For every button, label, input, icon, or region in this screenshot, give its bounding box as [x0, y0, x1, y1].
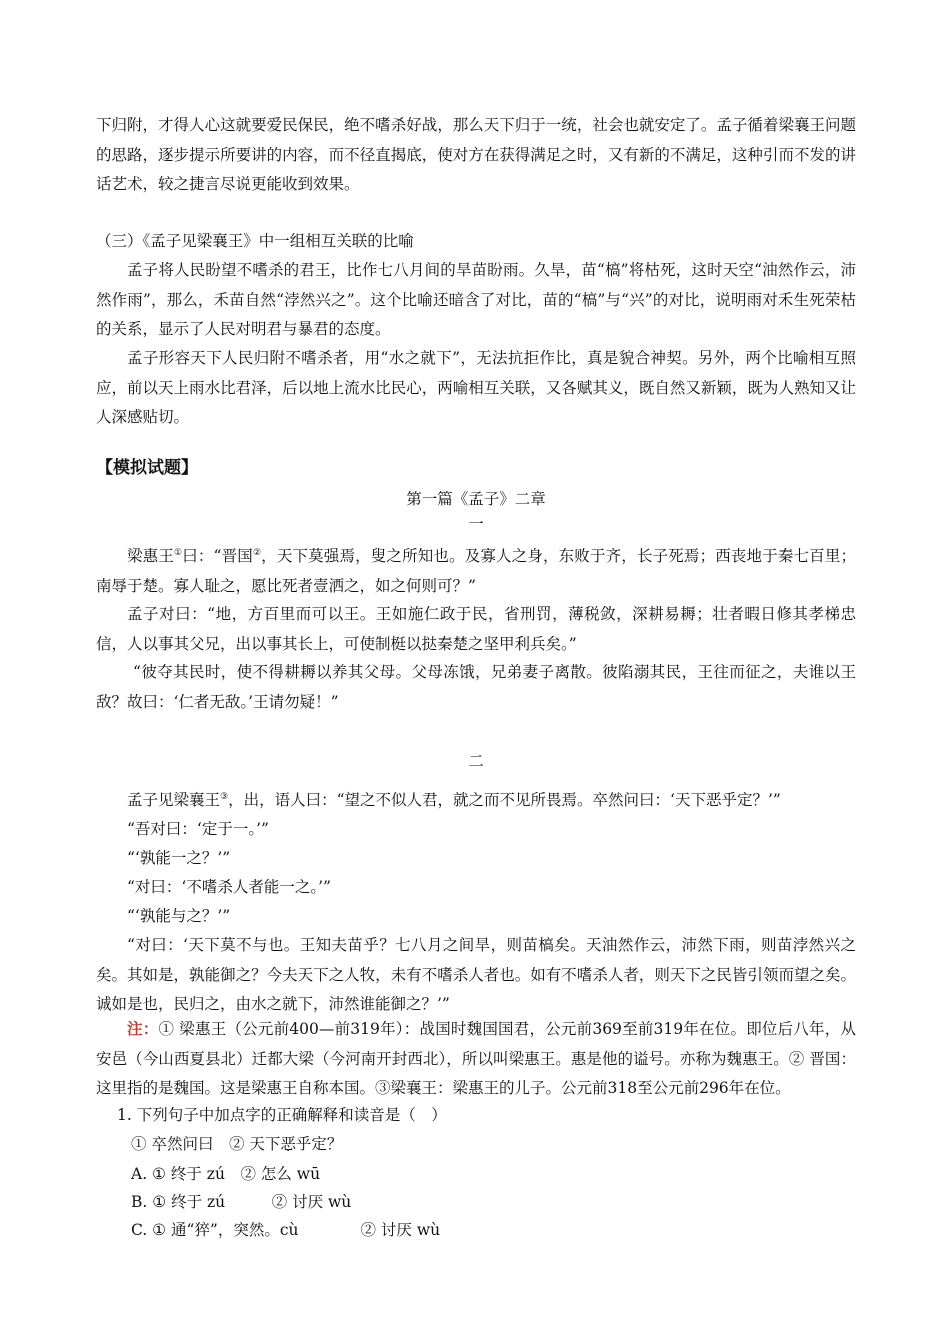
chapter-title: 第一篇《孟子》二章 [406, 490, 546, 508]
item-text: 然问曰 ② 天下 [166, 1135, 281, 1153]
passage1-paragraph-1 [96, 542, 856, 601]
section3-paragraph-2: 孟子形容天下人民归附不嗜杀者，用“水之就下”，无法抗拒作比，真是貌合神契。另外，两个比喻相互照应，前以天上雨水比君泽，后以地上流水比民心，两喻相互关联，又各赋其义，既自然又新颖，既为人熟知又让人深感贴切。 [96, 349, 856, 426]
passage2-line-6: “对曰：‘天下莫不与也。王知夫苗乎？七八月之间旱，则苗槁矣。天油然作云，沛然下雨，则苗浡然兴之矣。其如是，孰能御之？今夫天下之人牧，未有不嗜杀人者也。如有不嗜杀人者，则天下之民皆引领而望之矣。诚如是也，民归之，由水之就下，沛然谁能御之？’” [96, 936, 856, 1013]
passage1-p1-text-c: ，天下莫强焉，叟之所知也。及寡人之身，东败于齐，长子死焉；西丧地于秦七百里；南辱于楚。寡人耻之，愿比死者壹洒之，如之何则可？” [96, 547, 856, 595]
dotted-char-2: 恶 [280, 1135, 296, 1153]
passage1-p1-text-b: 曰：“晋国 [182, 547, 253, 565]
passage2-line-1 [96, 786, 856, 816]
passage1-paragraph-2: 孟子对曰：“地，方百里而可以王。王如施仁政于民，省刑罚，薄税敛，深耕易耨；壮者暇日修其孝梯忠信，人以事其父兄，出以事其长上，可使制梃以挞秦楚之坚甲利兵矣。” [96, 605, 856, 653]
notes-label: 注： [127, 1019, 159, 1038]
part2-number: 二 [468, 752, 484, 770]
footnote-ref-1: ① [173, 547, 183, 558]
notes-text: ① 梁惠王（公元前400—前319年）：战国时魏国国君，公元前369至前319年在位。即位后八年，从安邑（今山西夏县北）迁都大梁（今河南开封西北），所以叫梁惠王。惠是他的谥号。亦称为魏惠王。② 晋国：这里指的是魏国。这是梁惠王自称本国。③梁襄王：梁惠王的儿子。公元前318至公元前296年在位。 [96, 1020, 856, 1097]
passage2-line-3: “‘孰能一之？’” [127, 849, 231, 867]
passage1-paragraph-3: “彼夺其民时，使不得耕耨以养其父母。父母冻饿，兄弟妻子离散。彼陷溺其民，王往而征之，夫谁以王敌？故曰：‘仁者无敌。’王请勿疑！” [96, 663, 856, 711]
dotted-char-1: 卒 [151, 1135, 167, 1153]
option-a[interactable]: A. ① 终于 zú ② 怎么 wū [131, 1165, 321, 1183]
question-1-items [131, 1130, 851, 1160]
option-b[interactable]: B. ① 终于 zú ② 讨厌 wù [131, 1193, 352, 1211]
passage2-l1-text-a: 孟子见梁襄王 [127, 791, 221, 809]
item-2-text: 乎定？ [295, 1135, 343, 1153]
passage2-line-2: “吾对曰：‘定于一。’” [127, 820, 269, 838]
analysis-paragraph-continuation: 下归附，才得人心这就要爱民保民，绝不嗜杀好战，那么天下归于一统，社会也就安定了。孟子循着梁襄王问题的思路，逐步提示所要讲的内容，而不径直揭底，使对方在获得满足之时，又有新的不满足，这种引而不发的讲话艺术，较之捷言尽说更能收到效果。 [96, 116, 856, 193]
item-1-marker: ① [131, 1135, 152, 1153]
passage2-l1-text-b: ，出，语人曰：“望之不似人君，就之而不见所畏焉。卒然问曰：‘天下恶乎定？’” [228, 791, 781, 809]
section3-paragraph-1: 孟子将人民盼望不嗜杀的君王，比作七八月间的旱苗盼雨。久旱，苗“槁”将枯死，这时天空“油然作云，沛然作雨”，那么，禾苗自然“浡然兴之”。这个比喻还暗含了对比，苗的“槁”与“兴”的对比，说明雨对禾生死荣枯的关系，显示了人民对明君与暴君的态度。 [96, 261, 856, 338]
section3-title: （三）《孟子见梁襄王》中一组相互关联的比喻 [96, 232, 414, 250]
footnote-ref-3: ③ [220, 791, 229, 802]
notes-paragraph [96, 1014, 856, 1104]
passage1-p1-text-a: 梁惠王 [127, 547, 174, 565]
question-1-stem: 1. 下列句子中加点字的正确解释和读音是（ ） [117, 1106, 447, 1124]
passage2-line-5: “‘孰能与之？’” [127, 907, 231, 925]
exam-heading: 【模拟试题】 [96, 458, 198, 478]
part1-number: 一 [468, 515, 484, 533]
passage2-line-4: “对曰：‘不嗜杀人者能一之。’” [127, 878, 331, 896]
footnote-ref-2: ② [252, 547, 262, 558]
option-c[interactable]: C. ① 通“猝”，突然。cù ② 讨厌 wù [131, 1221, 441, 1239]
